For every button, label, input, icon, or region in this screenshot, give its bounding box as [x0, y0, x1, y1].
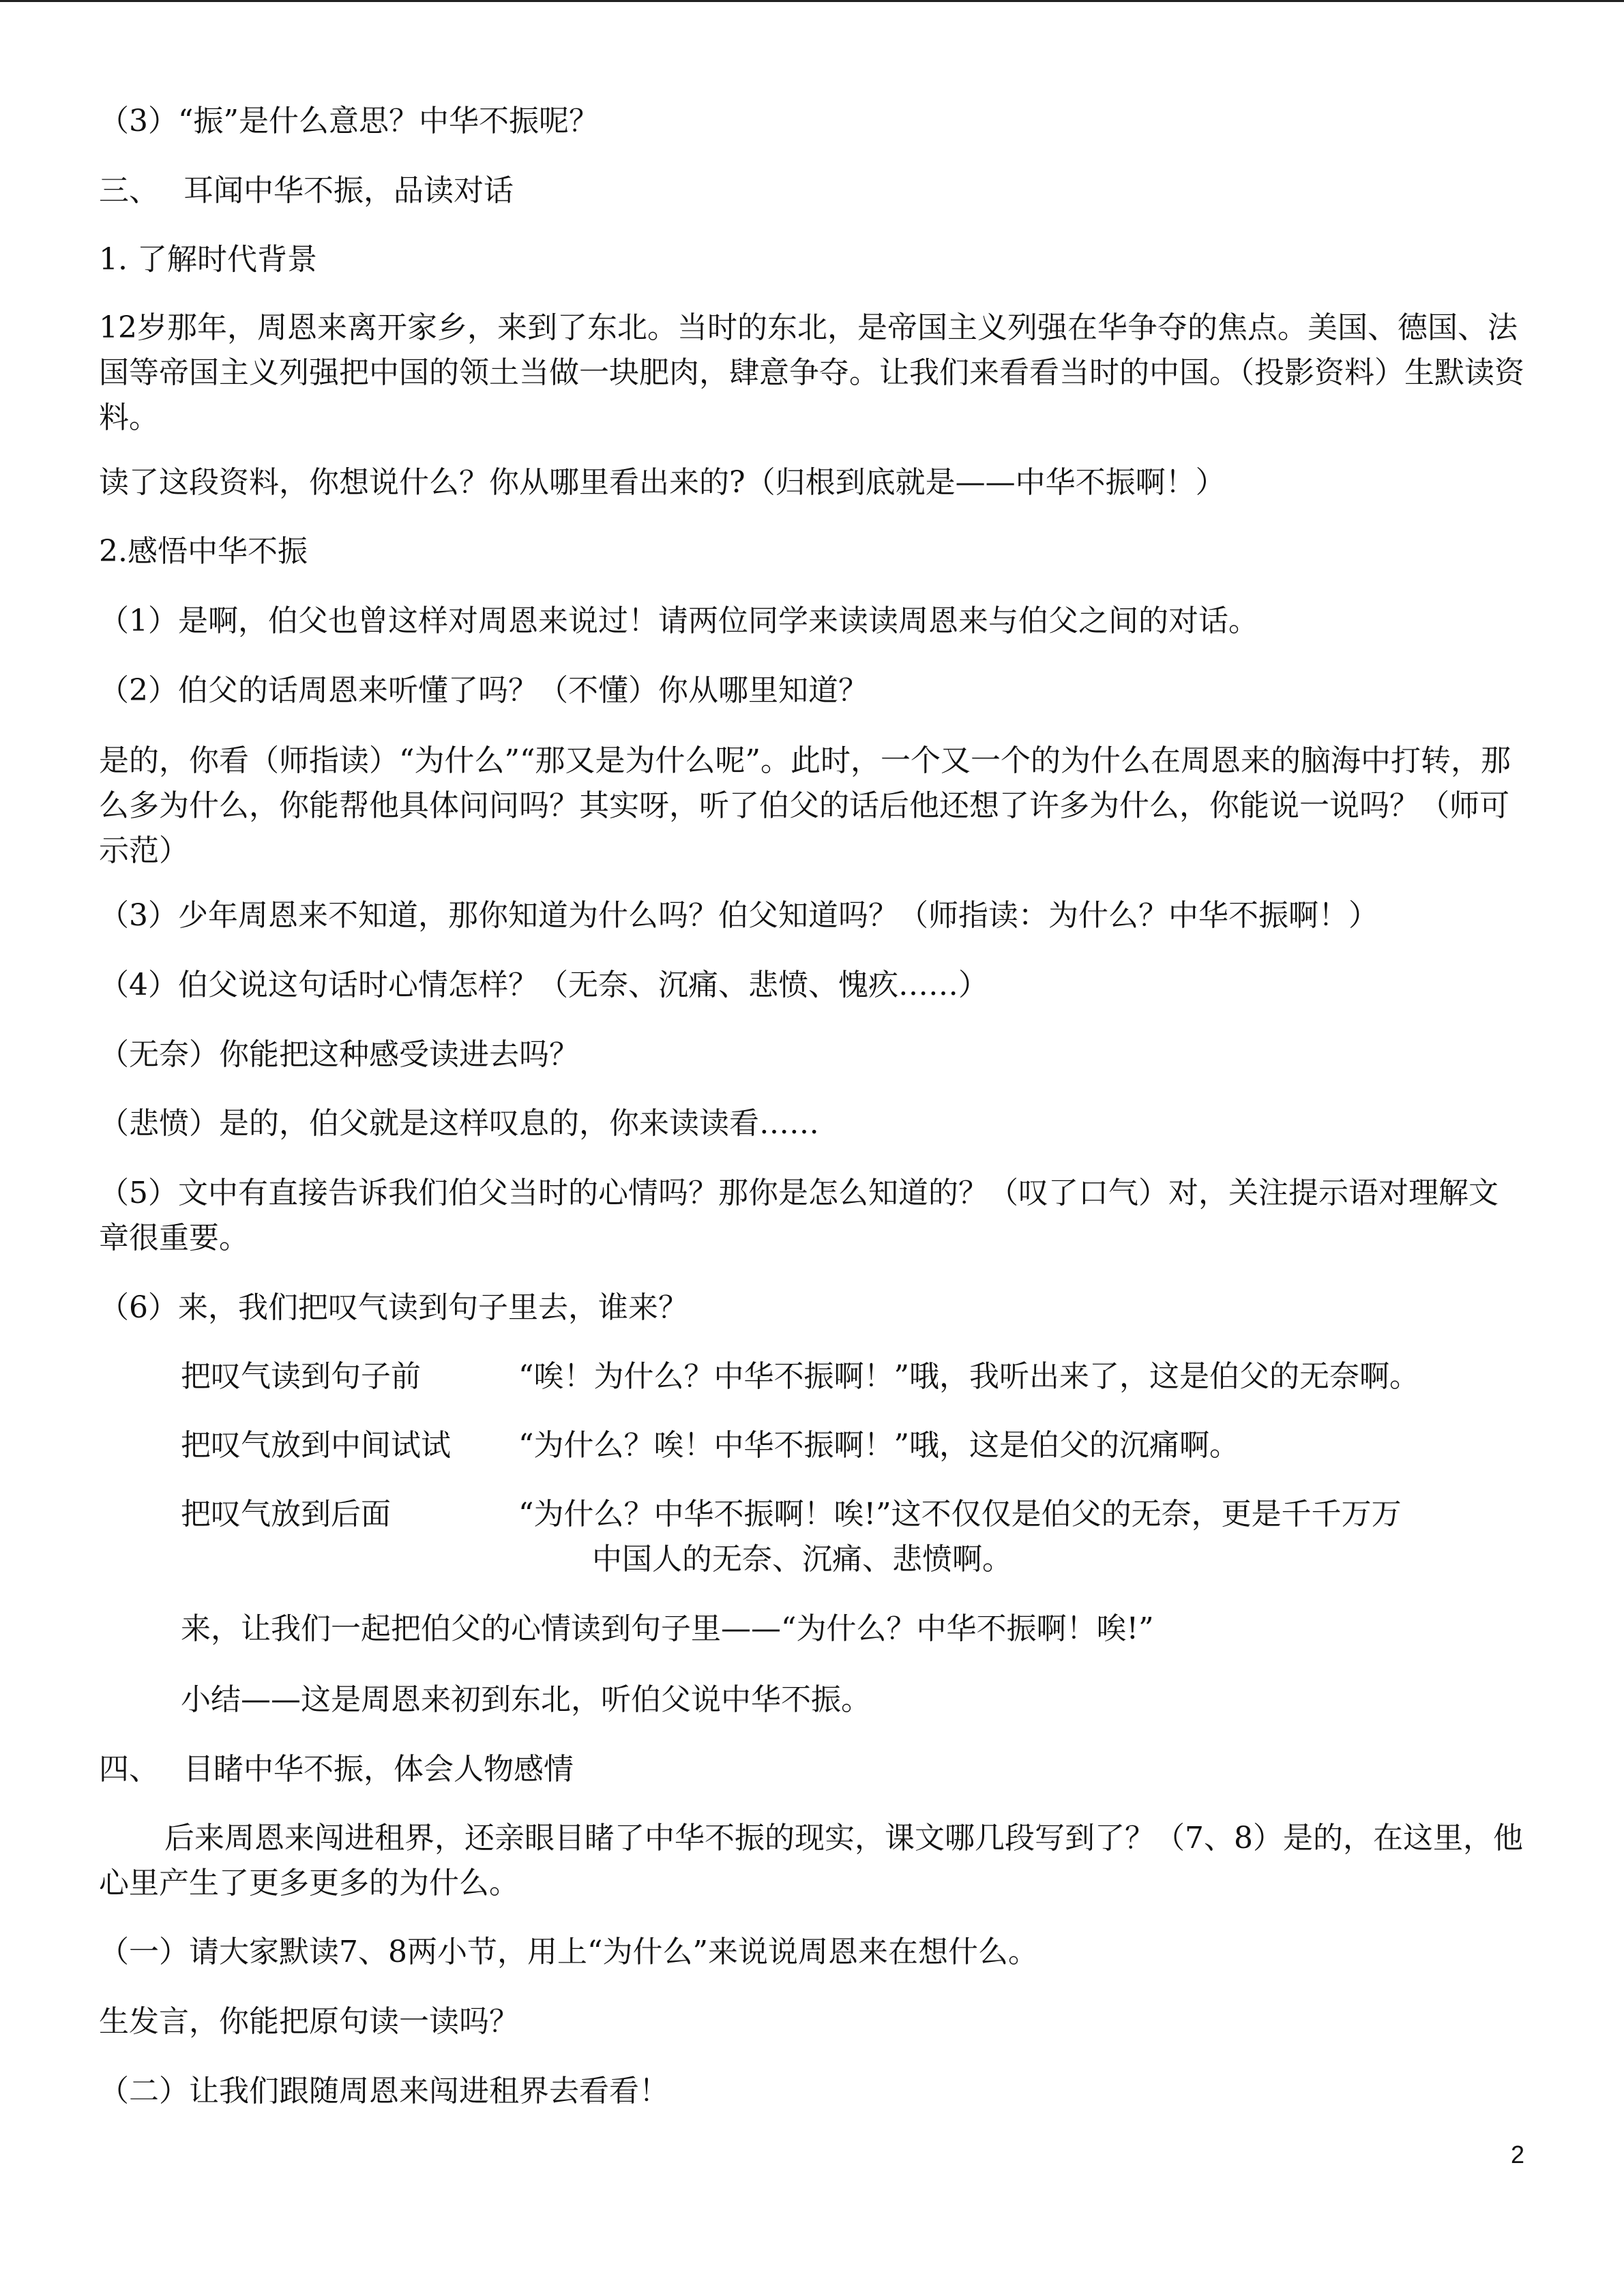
- mood-indignant-line: （悲愤）是的，伯父就是这样叹息的，你来读读看……: [99, 1106, 819, 1141]
- part-1-instruction: （一）请大家默读7、8两小节，用上“为什么”来说说周恩来在想什么。: [99, 1935, 1038, 1969]
- teacher-guidance-paragraph: 是的，你看（师指读）“为什么”“那又是为什么呢”。此时，一个又一个的为什么在周恩来的脑海中打转，那么多为什么，你能帮他具体问问吗？其实呀，听了伯父的话后他还想了许多为什么，你能说一说吗？（师可示范）: [99, 743, 1511, 868]
- sigh-after-continuation: 中国人的无奈、沉痛、悲愤啊。: [592, 1542, 1012, 1577]
- step-6-sigh: （6）来，我们把叹气读到句子里去，谁来？: [99, 1290, 688, 1325]
- sigh-middle-label: 把叹气放到中间试试: [181, 1428, 451, 1463]
- subsection-1-heading: 1. 了解时代背景: [99, 242, 317, 277]
- read-together-line: 来，让我们一起把伯父的心情读到句子里——“为什么？中华不振啊！唉!”: [181, 1611, 1154, 1646]
- part-2-instruction: （二）让我们跟随周恩来闯进租界去看看！: [99, 2074, 669, 2108]
- sigh-before-label: 把叹气读到句子前: [181, 1359, 421, 1394]
- sigh-middle-row: [181, 1423, 1239, 1468]
- subsection-2-heading: 2.感悟中华不振: [99, 534, 308, 569]
- section-3-heading: 三、 耳闻中华不振，品读对话: [99, 173, 514, 208]
- step-4-mood: （4）伯父说这句话时心情怎样？（无奈、沉痛、悲愤、愧疚……）: [99, 968, 988, 1002]
- question-3-zhen-meaning: （3）“振”是什么意思？中华不振呢？: [99, 104, 599, 138]
- section-4-heading: 四、 目睹中华不振，体会人物感情: [99, 1752, 574, 1787]
- concession-paragraph: 后来周恩来闯进租界，还亲眼目睹了中华不振的现实，课文哪几段写到了？（7、8）是的，在这里，他心里产生了更多更多的为什么。: [99, 1821, 1523, 1900]
- summary-line: 小结——这是周恩来初到东北，听伯父说中华不振。: [181, 1682, 871, 1717]
- step-3-question: （3）少年周恩来不知道，那你知道为什么吗？伯父知道吗？（师指读：为什么？中华不振啊！）: [99, 898, 1378, 933]
- step-2-question: （2）伯父的话周恩来听懂了吗？（不懂）你从哪里知道？: [99, 673, 868, 708]
- background-paragraph: 12岁那年，周恩来离开家乡，来到了东北。当时的东北，是帝国主义列强在华争夺的焦点。美国、德国、法国等帝国主义列强把中国的领土当做一块肥肉，肆意争夺。让我们来看看当时的中国。（投影资料）生默读资料。: [99, 310, 1524, 435]
- sigh-before-row: [181, 1354, 1419, 1399]
- sigh-after-row: [181, 1492, 1402, 1537]
- sigh-before-text: “唉！为什么？中华不振啊！”哦，我听出来了，这是伯父的无奈啊。: [518, 1359, 1419, 1394]
- sigh-after-label: 把叹气放到后面: [181, 1497, 391, 1532]
- sigh-after-text: “为什么？中华不振啊！唉!”这不仅仅是伯父的无奈，更是千千万万: [518, 1497, 1402, 1532]
- reading-question: 读了这段资料，你想说什么？你从哪里看出来的?（归根到底就是——中华不振啊！）: [99, 465, 1226, 500]
- step-1-dialogue: （1）是啊，伯父也曾这样对周恩来说过！请两位同学来读读周恩来与伯父之间的对话。: [99, 603, 1258, 638]
- sigh-middle-text: “为什么？唉！中华不振啊！”哦，这是伯父的沉痛啊。: [518, 1428, 1239, 1463]
- student-speak-line: 生发言，你能把原句读一读吗？: [99, 2004, 519, 2039]
- mood-helpless-line: （无奈）你能把这种感受读进去吗？: [99, 1037, 579, 1072]
- page-number: 2: [1511, 2141, 1525, 2168]
- step-5-hint-paragraph: （5）文中有直接告诉我们伯父当时的心情吗？那你是怎么知道的？（叹了口气）对，关注提示语对理解文章很重要。: [99, 1176, 1498, 1255]
- top-border-line: [0, 0, 1624, 2]
